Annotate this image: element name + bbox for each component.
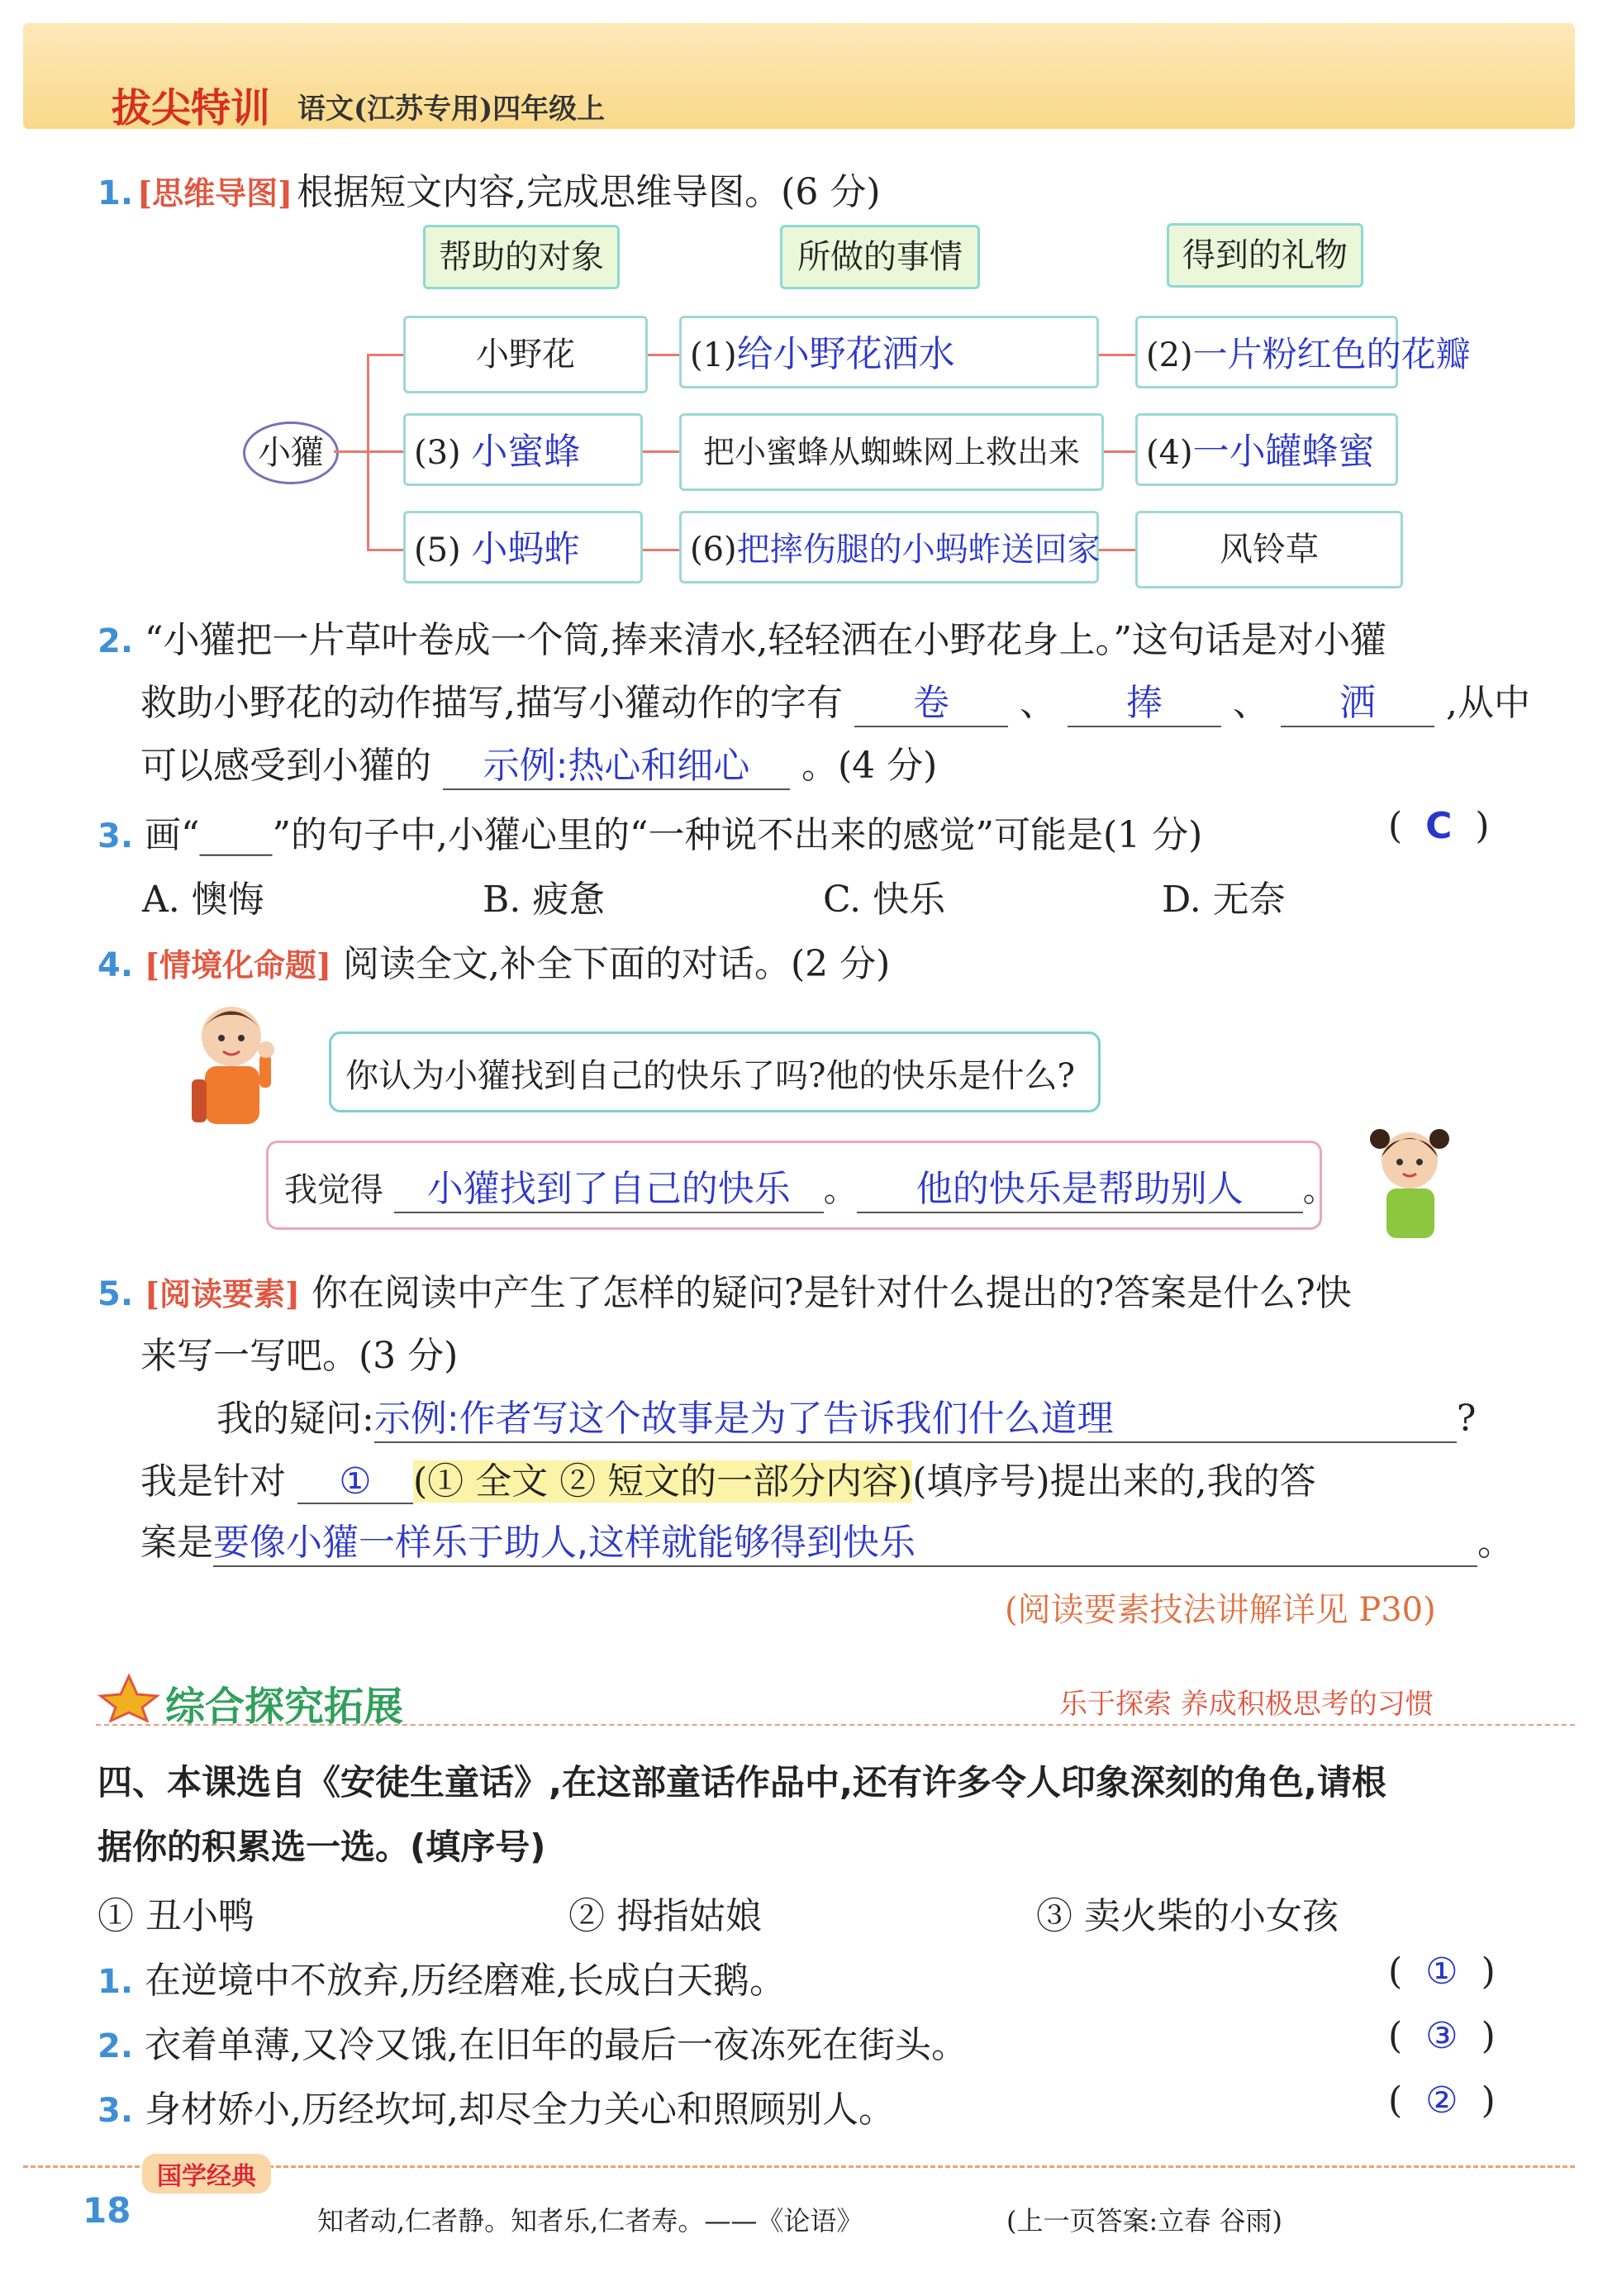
choice-mark: ③ <box>1036 1895 1072 1937</box>
q2-sep: 、 <box>1233 682 1269 724</box>
q2-text-3: 可以感受到小獾的 <box>140 745 431 787</box>
mm-cell-action-1 <box>679 316 1099 388</box>
reply-answer-1: 小獾找到了自己的快乐 <box>394 1159 824 1213</box>
mm-cell-gift-3 <box>1135 511 1403 588</box>
mm-cell-action-3 <box>679 511 1099 584</box>
q5-target-line <box>140 1451 1316 1504</box>
mm-connector <box>643 450 679 453</box>
item-answer: ③ <box>1425 2015 1458 2057</box>
q4b-item-1-answer: ( ① ) <box>1388 1951 1496 1993</box>
choice-2 <box>568 1886 762 1939</box>
q3-answer-paren: ( C ) <box>1388 805 1490 847</box>
q2-answer-4: 示例:热心和细心 <box>443 736 790 790</box>
mm-cell-answer: 一片粉红色的花瓣 <box>1192 334 1471 374</box>
q5-doubt-line <box>216 1389 1476 1443</box>
choice-mark: ① <box>97 1895 134 1937</box>
q2-text-2: 救助小野花的动作描写,描写小獾动作的字有 <box>140 682 843 724</box>
section-motto: 乐于探索 养成积极思考的习惯 <box>1059 1688 1434 1721</box>
q3-option-b: B. 疲惫 <box>483 879 606 921</box>
q2-text-1: “小獾把一片草叶卷成一个筒,捧来清水,轻轻洒在小野花身上。”这句话是对小獾 <box>145 619 1386 661</box>
bubble-question-text: 你认为小獾找到自己的快乐了吗?他的快乐是什么? <box>345 1057 1075 1095</box>
q4b-item-3-answer: ( ② ) <box>1388 2079 1496 2122</box>
section-title: 综合探究拓展 <box>165 1684 404 1730</box>
star-icon <box>96 1673 162 1722</box>
q3-option-d: D. 无奈 <box>1162 879 1286 921</box>
mm-cell-label: 风铃草 <box>1220 531 1319 569</box>
q5-answer-line <box>140 1512 1514 1567</box>
mm-connector <box>643 354 679 356</box>
choice-label: 拇指姑娘 <box>616 1895 762 1937</box>
answer-end: 。 <box>1477 1522 1514 1564</box>
doubt-label: 我的疑问: <box>216 1398 374 1440</box>
footer-tag: 国学经典 <box>142 2154 271 2194</box>
target-label: 我是针对 <box>140 1460 286 1503</box>
q4b-line2: 据你的积累选一选。(填序号) <box>97 1827 546 1867</box>
q2-line1 <box>97 610 1386 663</box>
item-number: 2. <box>97 2027 134 2065</box>
mm-cell-gift-1 <box>1135 316 1471 388</box>
mm-cell-target-2 <box>403 413 643 486</box>
q3-text: 画“____”的句子中,小獾心里的“一种说不出来的感觉”可能是(1 分) <box>145 814 1203 856</box>
target-tail: (填序号)提出来的,我的答 <box>912 1460 1316 1503</box>
item-number: 3. <box>97 2092 134 2130</box>
item-number: 1. <box>97 1963 134 2001</box>
footer-prev-answer: (上一页答案:立春 谷雨) <box>1006 2205 1282 2236</box>
choice-1 <box>97 1886 254 1939</box>
q4b-item-1 <box>97 1951 786 2003</box>
q2-number: 2. <box>97 622 134 660</box>
book-subtitle: 语文(江苏专用)四年级上 <box>297 93 606 126</box>
mm-cell-prefix: (5) <box>414 531 461 569</box>
q4-number: 4. <box>97 946 134 984</box>
q2-answer-2: 捧 <box>1068 673 1221 727</box>
choice-3 <box>1036 1886 1339 1939</box>
mm-cell-answer: 给小野花洒水 <box>736 333 955 375</box>
technique-note: (阅读要素技法讲解详见 P30) <box>1005 1591 1436 1629</box>
choice-label: 丑小鸭 <box>145 1895 254 1937</box>
mm-cell-prefix: (2) <box>1146 336 1193 374</box>
mm-cell-target-3 <box>403 511 643 584</box>
item-text: 在逆境中不放弃,历经磨难,长成白天鹅。 <box>145 1960 787 2002</box>
mm-header-action: 所做的事情 <box>780 225 980 289</box>
item-answer: ② <box>1425 2079 1458 2122</box>
mm-root: 小獾 <box>243 422 339 484</box>
q4-tag: [情境化命题] <box>145 946 331 984</box>
q5-tag: [阅读要素] <box>145 1275 300 1312</box>
q5-text-1: 你在阅读中产生了怎样的疑问?是针对什么提出的?答案是什么?快 <box>312 1272 1352 1314</box>
mm-cell-prefix: (6) <box>690 531 737 569</box>
mm-cell-label: 小野花 <box>476 336 575 374</box>
q2-answer-1: 卷 <box>854 673 1008 727</box>
bubble-reply <box>284 1159 1336 1213</box>
q5-number: 5. <box>97 1275 134 1313</box>
mm-cell-prefix: (1) <box>690 336 737 374</box>
doubt-answer: 示例:作者写这个故事是为了告诉我们什么道理 <box>374 1389 1457 1443</box>
footer-quote: 知者动,仁者静。知者乐,仁者寿。——《论语》 <box>317 2205 863 2236</box>
item-text: 身材娇小,历经坎坷,却尽全力关心和照顾别人。 <box>145 2089 896 2131</box>
doubt-end: ? <box>1456 1398 1477 1440</box>
section-divider <box>96 1724 1575 1726</box>
mm-cell-label: 把小蜜蜂从蜘蛛网上救出来 <box>702 434 1080 470</box>
q3-number: 3. <box>97 817 134 855</box>
q2-text-2b: ,从中 <box>1446 682 1530 724</box>
q4-line <box>97 934 890 987</box>
mm-cell-answer: 一小罐蜂蜜 <box>1192 431 1375 473</box>
mm-connector <box>367 450 403 453</box>
q2-answer-3: 洒 <box>1281 673 1434 727</box>
target-options: (① 全文 ② 短文的一部分内容) <box>413 1460 913 1503</box>
mm-cell-target-1 <box>403 316 648 393</box>
q2-line2 <box>140 673 1530 727</box>
boy-illustration <box>174 997 297 1137</box>
mm-cell-prefix: (4) <box>1146 434 1193 472</box>
mm-connector <box>643 549 679 551</box>
mm-connector <box>334 450 367 453</box>
q4b-line1: 四、本课选自《安徒生童话》,在这部童话作品中,还有许多令人印象深刻的角色,请根 <box>97 1762 1386 1803</box>
q5-text-2: 来写一写吧。(3 分) <box>140 1335 459 1377</box>
item-answer: ① <box>1425 1951 1458 1993</box>
q3-answer: C <box>1425 805 1453 847</box>
girl-illustration <box>1352 1119 1476 1243</box>
reply-mid: 。 <box>823 1171 857 1209</box>
target-answer: ① <box>297 1460 413 1504</box>
q5-line1 <box>97 1263 1352 1316</box>
mm-header-target: 帮助的对象 <box>423 225 620 289</box>
mm-cell-answer: 小蜜蜂 <box>471 431 581 473</box>
mm-connector <box>1099 450 1135 453</box>
mm-header-gift: 得到的礼物 <box>1167 223 1363 288</box>
q5-answer: 要像小獾一样乐于助人,这样就能够得到快乐 <box>213 1512 1477 1567</box>
q3-line <box>97 805 1202 858</box>
q4b-item-2-answer: ( ③ ) <box>1388 2015 1496 2057</box>
q3-option-c: C. 快乐 <box>823 879 946 921</box>
q2-line3 <box>140 736 937 790</box>
answer-label: 案是 <box>140 1522 213 1564</box>
item-text: 衣着单薄,又冷又饿,在旧年的最后一夜冻死在街头。 <box>145 2024 968 2066</box>
q2-text-3b: 。(4 分) <box>801 745 938 787</box>
choice-label: 卖火柴的小女孩 <box>1084 1895 1339 1937</box>
reply-end: 。 <box>1302 1171 1336 1209</box>
mm-connector <box>1099 549 1135 551</box>
q4-text: 阅读全文,补全下面的对话。(2 分) <box>343 943 891 985</box>
choice-mark: ② <box>568 1895 605 1937</box>
mm-cell-gift-2 <box>1135 413 1398 486</box>
mm-cell-answer: 小蚂蚱 <box>471 528 581 570</box>
q4b-item-2 <box>97 2015 968 2068</box>
book-logo: 拔尖特训 <box>112 85 271 131</box>
mm-connector <box>1099 354 1135 356</box>
q4b-item-3 <box>97 2079 895 2132</box>
mm-connector <box>367 549 403 551</box>
mm-cell-answer: 把摔伤腿的小蚂蚱送回家 <box>736 531 1101 569</box>
q1-tag: [思维导图] <box>137 174 293 212</box>
reply-answer-2: 他的快乐是帮助别人 <box>857 1159 1303 1213</box>
mm-connector <box>367 354 403 356</box>
q1-text: 根据短文内容,完成思维导图。(6 分) <box>297 171 881 213</box>
page-number: 18 <box>83 2190 131 2231</box>
q1-number: 1. <box>97 174 134 212</box>
mm-cell-action-2 <box>679 413 1104 491</box>
q2-sep: 、 <box>1020 682 1056 724</box>
reply-prefix: 我觉得 <box>284 1171 383 1209</box>
q3-option-a: A. 懊悔 <box>142 879 264 921</box>
mm-cell-prefix: (3) <box>414 434 461 472</box>
q1-line <box>97 162 881 215</box>
